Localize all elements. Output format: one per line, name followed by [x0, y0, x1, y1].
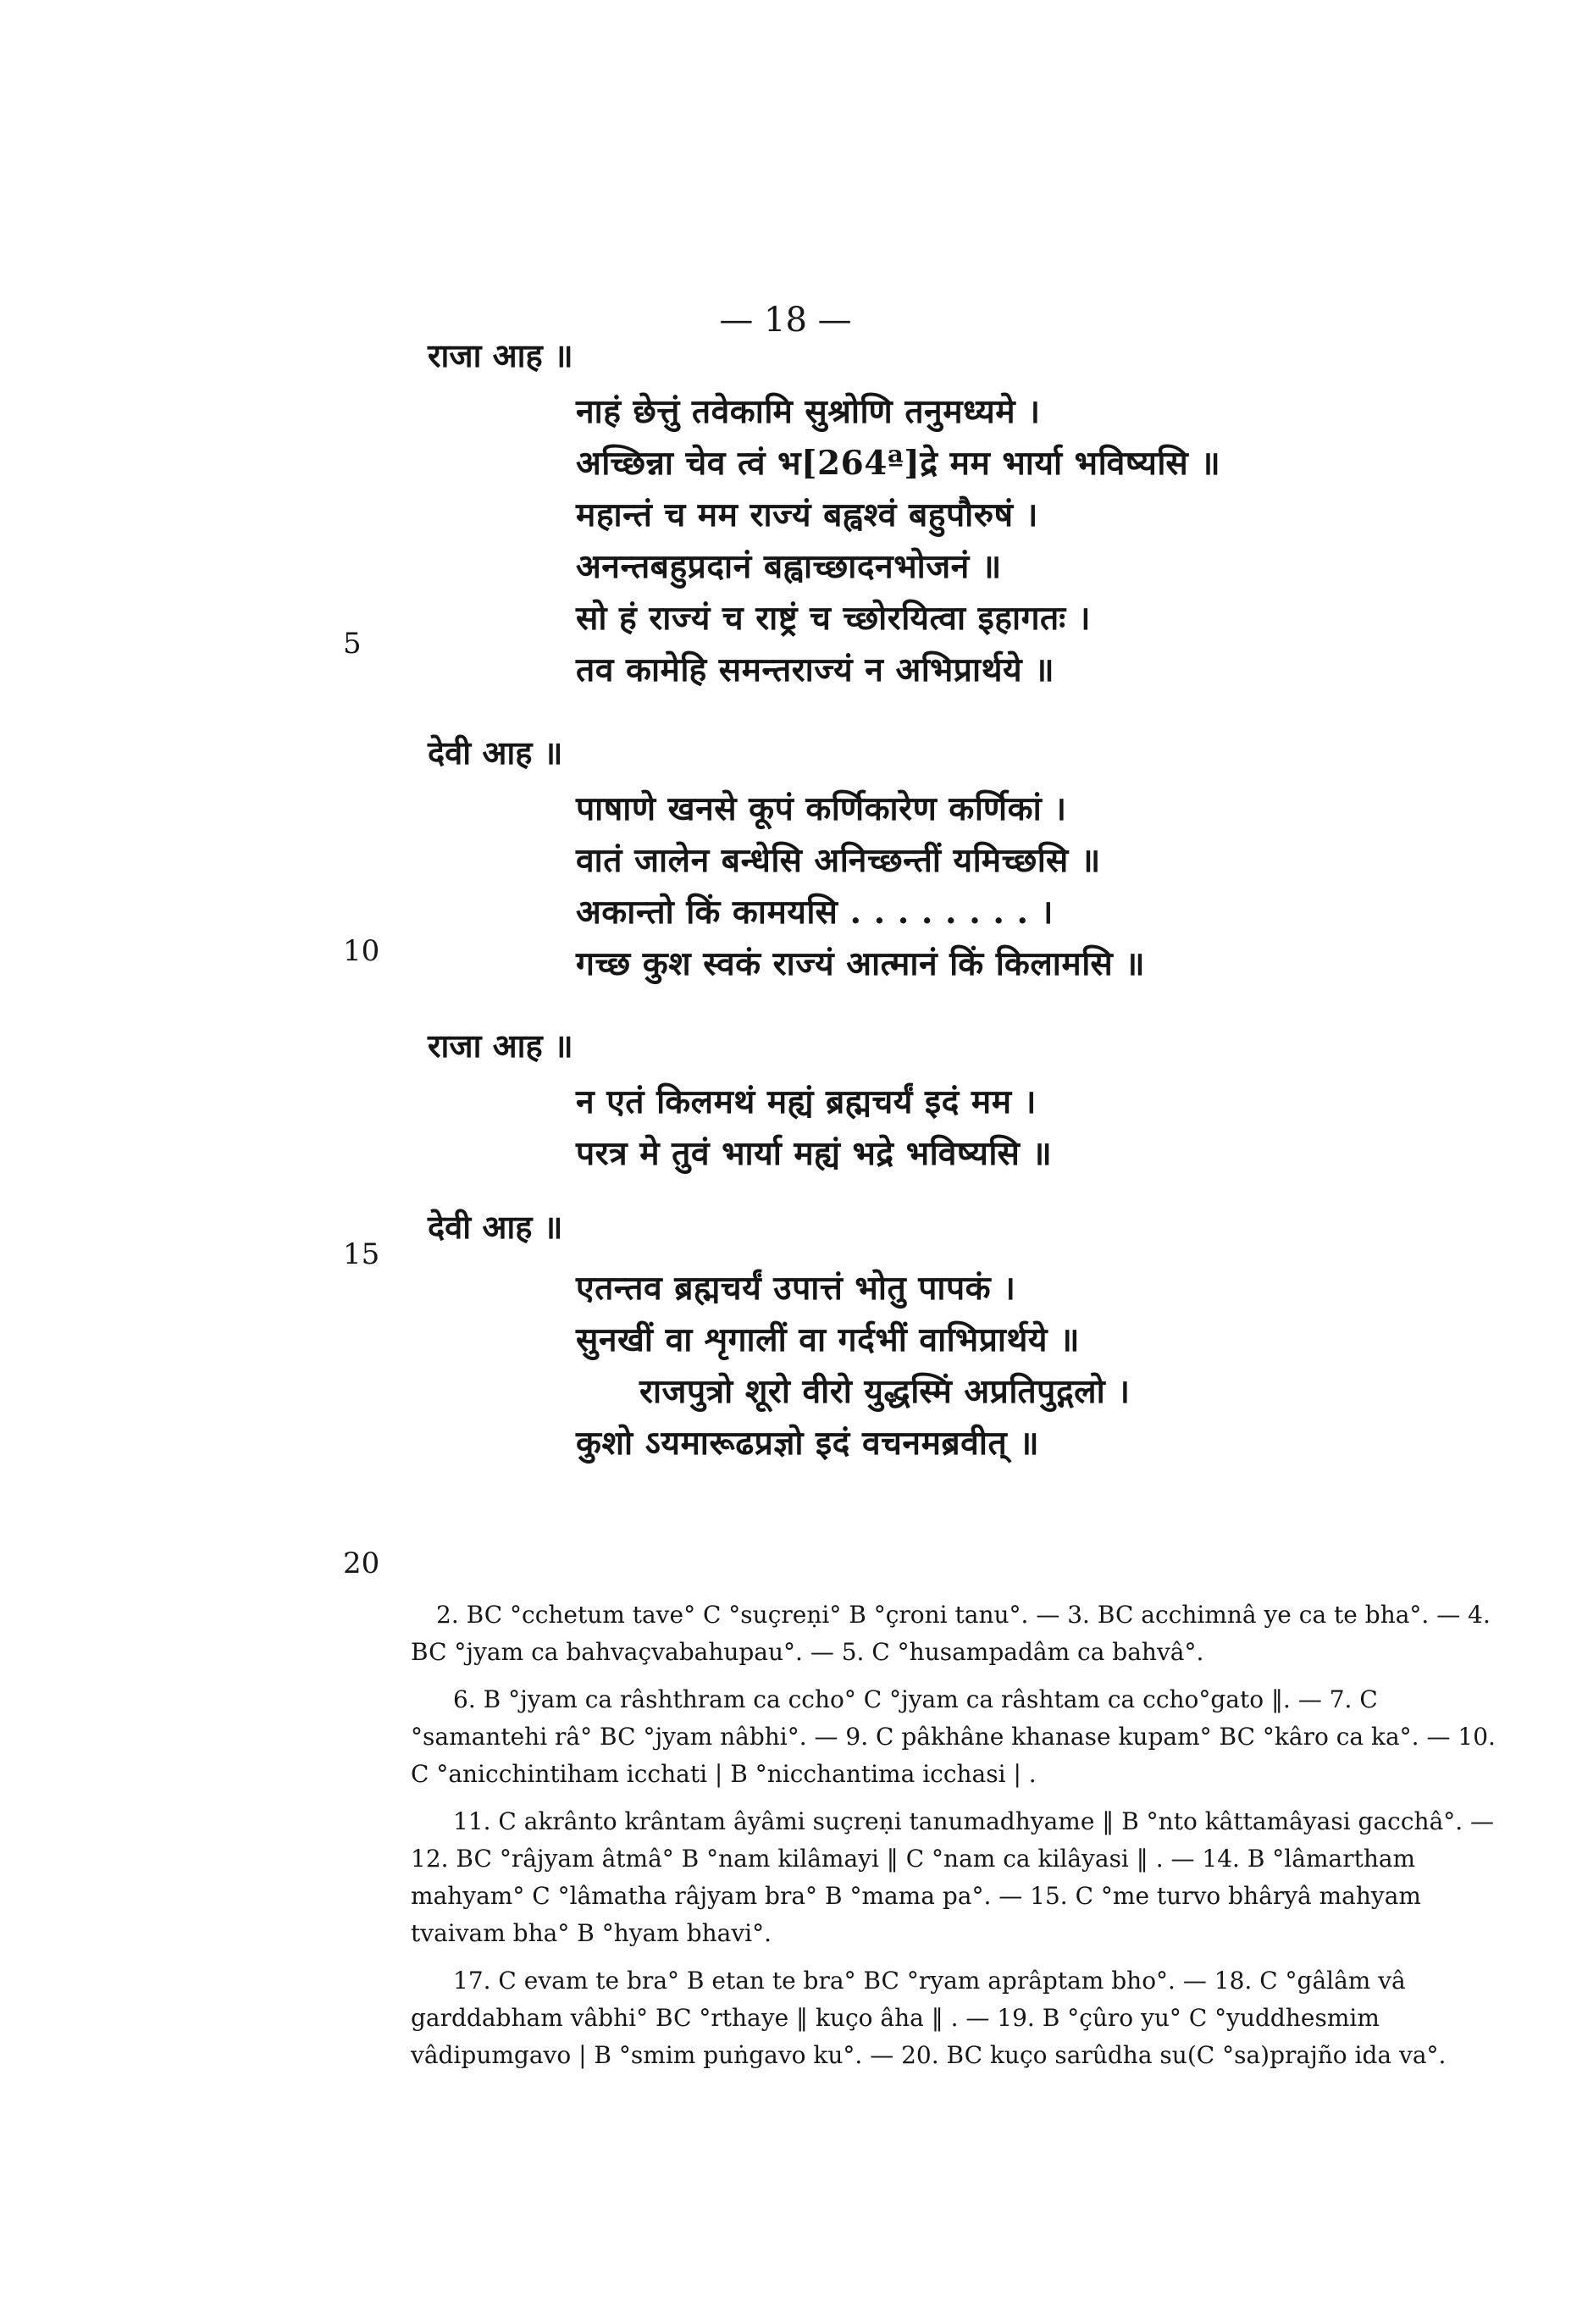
- verse-line: महान्तं च मम राज्यं बह्वश्वं बहुपौरुषं ।: [576, 495, 1038, 534]
- verse-line: न एतं किलमथं मह्यं ब्रह्मचर्यं इदं मम ।: [576, 1082, 1037, 1121]
- verse-line: सो हं राज्यं च राष्ट्रं च च्छोरयित्वा इहागतः ।: [576, 599, 1092, 638]
- footnotes: [411, 1596, 1503, 2084]
- speaker-heading: देवी आह ॥: [428, 733, 563, 772]
- verse-line: अनन्तबहुप्रदानं बह्वाच्छादनभोजनं ॥: [576, 547, 1002, 586]
- verse-line: कुशो ऽयमारूढप्रज्ञो इदं वचनमब्रवीत् ॥: [576, 1424, 1040, 1463]
- footnote-paragraph: 2. BC °cchetum tave° C °suçreṇi° B °çroni tanu°. — 3. BC acchimnâ ye ca te bha°. — 4. BC °jyam ca bahvaçvabahupau°. — 5. C °husampadâm ca bahvâ°.: [411, 1601, 1491, 1666]
- line-number: 5: [343, 627, 362, 661]
- verse-line: अच्छिन्ना चेव त्वं भ[264ª]द्रे मम भार्या भविष्यसि ॥: [576, 444, 1221, 483]
- speaker-heading: राजा आह ॥: [428, 336, 573, 374]
- footnote-paragraph: 17. C evam te bra° B etan te bra° BC °ryam aprâptam bho°. — 18. C °gâlâm vâ garddabham vâbhi° BC °rthaye ‖ kuço âha ‖ . — 19. B °çûro yu° C °yuddhesmim vâdipumgavo | B °smim puṅgavo ku°. — 20. BC kuço sarûdha su(C °sa)prajño ida va°.: [411, 1967, 1447, 2069]
- verse-line: नाहं छेत्तुं तवेकामि सुश्रोणि तनुमध्यमे ।: [576, 392, 1041, 431]
- verse-line: अकान्तो किं कामयसि . . . . . . . . ।: [576, 893, 1054, 932]
- verse-line: परत्र मे तुवं भार्या मह्यं भद्रे भविष्यसि ॥: [576, 1134, 1053, 1173]
- verse-line: गच्छ कुश स्वकं राज्यं आत्मानं किं किलामसि ॥: [576, 944, 1146, 983]
- line-number: 10: [343, 934, 380, 968]
- footnote-paragraph: 6. B °jyam ca râshthram ca ccho° C °jyam ca râshtam ca ccho°gato ‖. — 7. C °samantehi râ° BC °jyam nâbhi°. — 9. C pâkhâne khanase kupam° BC °kâro ca ka°. — 10. C °anicchintiham icchati | B °nicchantima icchasi | .: [411, 1685, 1496, 1788]
- line-number: 15: [343, 1237, 380, 1271]
- footnote-paragraph: 11. C akrânto krântam âyâmi suçreṇi tanumadhyame ‖ B °nto kâttamâyasi gacchâ°. — 12. BC °râjyam âtmâ° B °nam kilâmayi ‖ C °nam ca kilâyasi ‖ . — 14. B °lâmartham mahyam° C °lâmatha râjyam bra° B °mama pa°. — 15. C °me turvo bhâryâ mahyam tvaivam bha° B °hyam bhavi°.: [411, 1807, 1495, 1947]
- speaker-heading: देवी आह ॥: [428, 1208, 563, 1246]
- line-number: 20: [343, 1547, 380, 1580]
- verse-line: सुनखीं वा शृगालीं वा गर्दभीं वाभिप्रार्थये ॥: [576, 1320, 1080, 1359]
- speaker-heading: राजा आह ॥: [428, 1026, 573, 1065]
- page-number: — 18 —: [719, 301, 852, 340]
- verse-line: राजपुत्रो शूरो वीरो युद्धस्मिं अप्रतिपुद्गलो ।: [639, 1372, 1131, 1411]
- verse-line: तव कामेहि समन्तराज्यं न अभिप्रार्थये ॥: [576, 650, 1055, 689]
- verse-line: पाषाणे खनसे कूपं कर्णिकारेण कर्णिकां ।: [576, 789, 1067, 828]
- verse-line: वातं जालेन बन्धेसि अनिच्छन्तीं यमिच्छसि ॥: [576, 841, 1101, 880]
- verse-line: एतन्तव ब्रह्मचर्यं उपात्तं भोतु पापकं ।: [576, 1269, 1016, 1308]
